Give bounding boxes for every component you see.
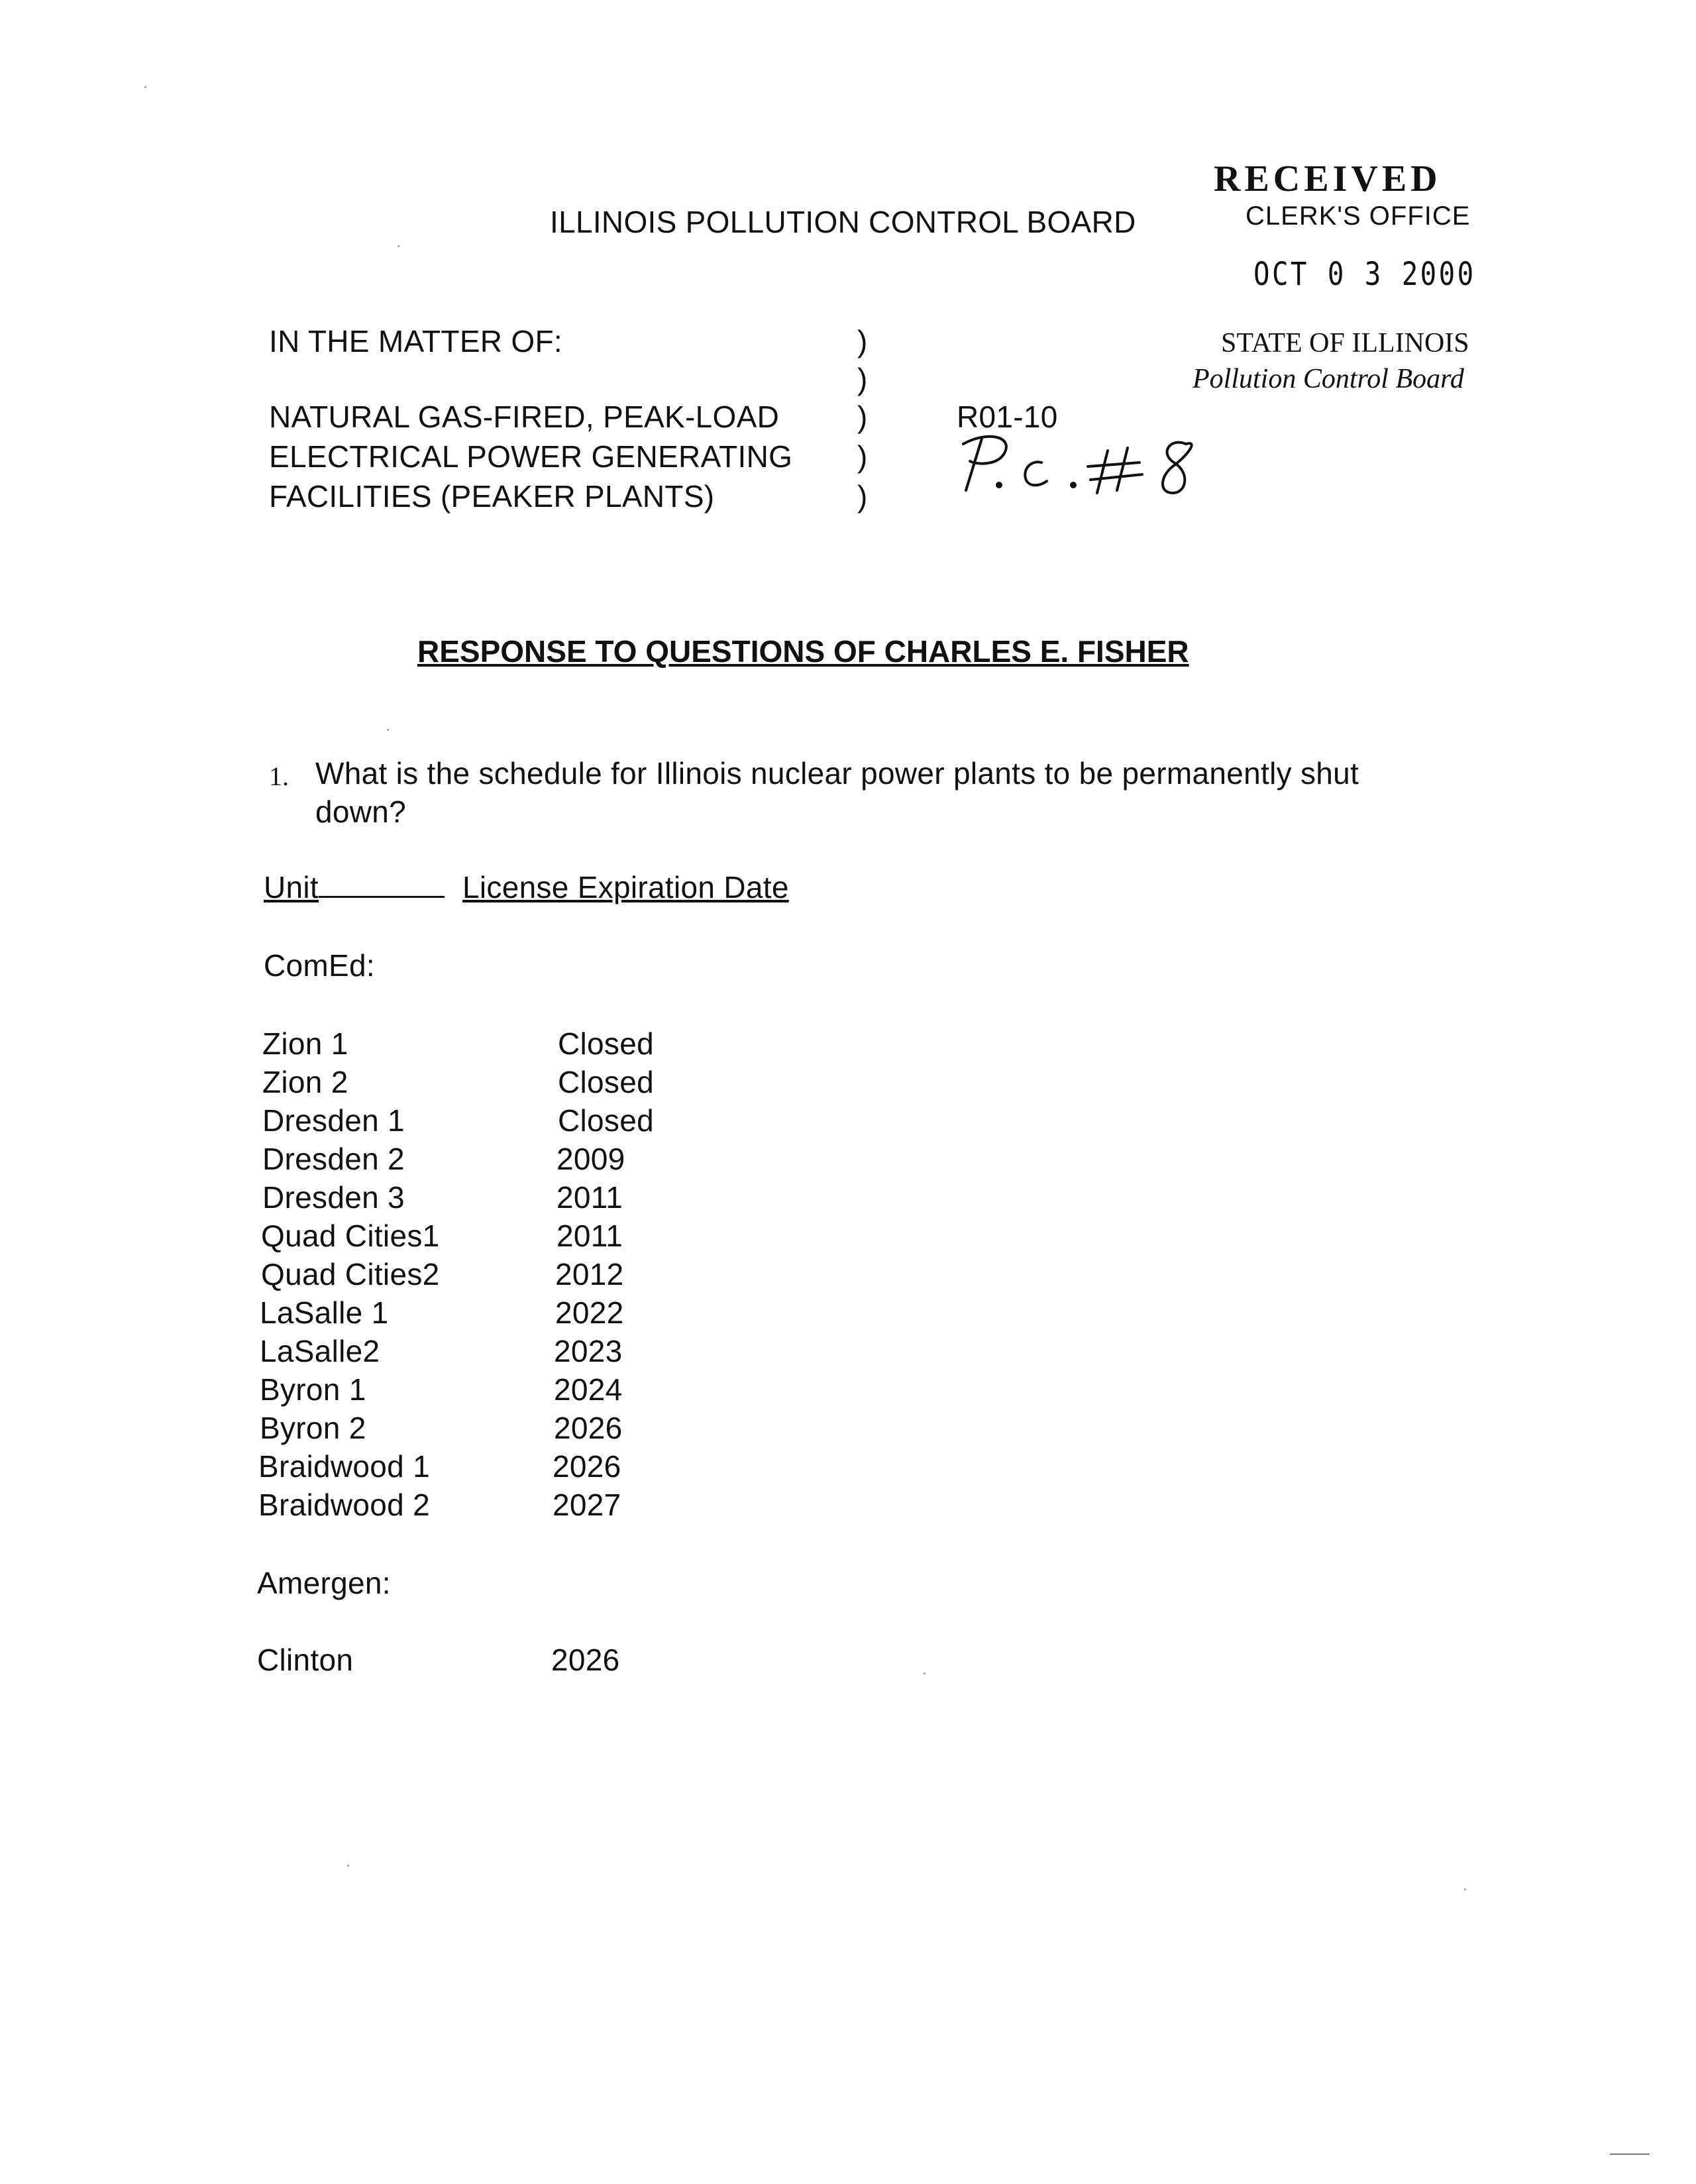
table-row-date: 2026 bbox=[551, 1643, 620, 1677]
scan-speck bbox=[144, 86, 146, 88]
scan-speck bbox=[924, 1672, 926, 1674]
table-row-unit: Quad Cities2 bbox=[261, 1257, 440, 1291]
board-title: ILLINOIS POLLUTION CONTROL BOARD bbox=[550, 205, 1136, 239]
table-row-date: 2023 bbox=[554, 1334, 623, 1368]
caption-paren: ) bbox=[857, 479, 868, 514]
table-row-date: 2022 bbox=[555, 1295, 624, 1330]
caption-line-1: NATURAL GAS-FIRED, PEAK-LOAD bbox=[269, 400, 780, 434]
question-text-line-1: What is the schedule for Illinois nuclear power plants to be permanently shut bbox=[315, 756, 1359, 791]
handwritten-pc-8 bbox=[941, 424, 1219, 504]
table-row-unit: Dresden 2 bbox=[262, 1142, 405, 1176]
table-row-date: 2011 bbox=[556, 1219, 623, 1253]
question-number: 1. bbox=[269, 761, 289, 791]
scan-speck bbox=[387, 729, 389, 731]
clerks-office-label: CLERK'S OFFICE bbox=[1246, 201, 1471, 231]
table-row-unit: Byron 1 bbox=[260, 1372, 366, 1407]
table-row-unit: LaSalle2 bbox=[260, 1334, 380, 1368]
scan-speck bbox=[1464, 1888, 1466, 1890]
table-row-date: Closed bbox=[558, 1065, 654, 1099]
question-text-line-2: down? bbox=[315, 794, 407, 829]
caption-paren: ) bbox=[857, 324, 868, 358]
docket-number: R01-10 bbox=[957, 400, 1058, 434]
table-row-unit: Zion 2 bbox=[262, 1065, 348, 1099]
table-row-unit: Dresden 1 bbox=[262, 1103, 405, 1138]
in-the-matter-of: IN THE MATTER OF: bbox=[269, 324, 562, 358]
table-row-unit: Dresden 3 bbox=[262, 1180, 405, 1215]
table-row-unit: LaSalle 1 bbox=[260, 1295, 389, 1330]
table-row-date: 2011 bbox=[556, 1180, 623, 1215]
table-row-unit: Braidwood 2 bbox=[258, 1488, 431, 1522]
table-row-unit: Braidwood 1 bbox=[258, 1449, 431, 1484]
caption-paren: ) bbox=[857, 362, 868, 396]
table-row-unit: Quad Cities1 bbox=[261, 1219, 440, 1253]
caption-line-2: ELECTRICAL POWER GENERATING bbox=[269, 439, 793, 474]
received-stamp-title: RECEIVED bbox=[1214, 158, 1442, 199]
scan-speck bbox=[347, 1865, 349, 1867]
table-row-unit: Zion 1 bbox=[262, 1026, 348, 1061]
board-label: Pollution Control Board bbox=[1192, 364, 1464, 394]
table-row-date: 2012 bbox=[555, 1257, 624, 1291]
table-row-unit: Byron 2 bbox=[260, 1411, 366, 1445]
group-label-amergen: Amergen: bbox=[257, 1566, 391, 1600]
table-row-date: Closed bbox=[558, 1026, 654, 1061]
table-row-date: 2024 bbox=[554, 1372, 623, 1407]
table-row-date: Closed bbox=[558, 1103, 654, 1138]
caption-line-3: FACILITIES (PEAKER PLANTS) bbox=[269, 479, 715, 514]
table-row-unit: Clinton bbox=[257, 1643, 354, 1677]
table-row-date: 2027 bbox=[553, 1488, 621, 1522]
table-row-date: 2026 bbox=[554, 1411, 623, 1445]
table-row-date: 2009 bbox=[556, 1142, 625, 1176]
scan-speck bbox=[398, 245, 399, 247]
caption-paren: ) bbox=[857, 439, 868, 474]
column-header-unit: Unit bbox=[264, 869, 462, 905]
received-date: OCT 0 3 2000 bbox=[1253, 256, 1476, 293]
response-heading: RESPONSE TO QUESTIONS OF CHARLES E. FISHER bbox=[417, 634, 1189, 669]
state-label: STATE OF ILLINOIS bbox=[1221, 328, 1469, 358]
scan-mark bbox=[1610, 2154, 1650, 2155]
group-label-comed: ComEd: bbox=[264, 948, 375, 983]
caption-paren: ) bbox=[857, 400, 868, 434]
column-header-license-date: License Expiration Date bbox=[462, 870, 789, 904]
table-row-date: 2026 bbox=[553, 1449, 621, 1484]
